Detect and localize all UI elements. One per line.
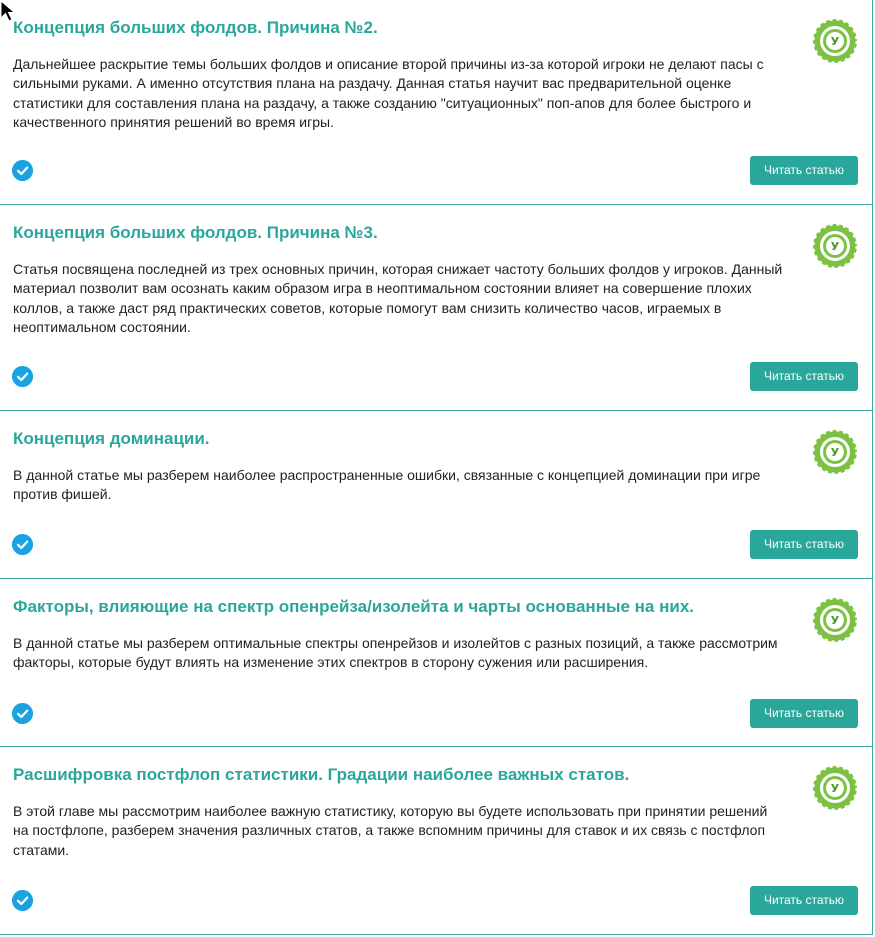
badge-letter: У [830,782,840,795]
article-card [0,579,873,747]
read-article-button[interactable]: Читать статью [750,699,858,728]
article-title[interactable]: Факторы, влияющие на спектр опенрейза/изолейта и чарты основанные на них. [13,597,694,616]
green-u-badge-icon [812,597,858,643]
mouse-cursor-icon [0,0,16,24]
check-circle-icon [12,703,33,724]
read-article-button[interactable]: Читать статью [750,156,858,185]
read-article-button[interactable]: Читать статью [750,362,858,391]
check-circle-icon [12,890,33,911]
badge-letter: У [830,446,840,459]
badge-letter: У [830,240,840,253]
article-description: Статья посвящена последней из трех основных причин, которая снижает частоту больших фолдов у игроков. Данный материал позволит вам осознать каким образом игра в неоптимальном состоянии влияет на совершение плохих коллов, а также даст ряд практических советов, которые помогут вам снизить количество часов, играемых в неоптимальном состоянии. [13,261,783,336]
article-card [0,747,873,935]
badge-letter: У [830,614,840,627]
badge-letter: У [830,35,840,48]
read-article-button[interactable]: Читать статью [750,886,858,915]
article-description: Дальнейшее раскрытие темы больших фолдов и описание второй причины из-за которой игроки не делают пасы с сильными руками. А именно отсутствия плана на раздачу. Данная статья научит вас предварительной оценке статистики для составления плана на раздачу, а также созданию "ситуационных" поп-апов для более быстрого и качественного принятия решений во время игры. [13,56,764,131]
article-description: В данной статье мы разберем оптимальные спектры опенрейзов и изолейтов с разных позиций, а также рассмотрим факторы, которые будут влиять на изменение этих спектров в сторону сужения или расширения. [13,635,778,671]
article-description: В данной статье мы разберем наиболее распространенные ошибки, связанные с концепцией доминации при игре против фишей. [13,467,761,503]
article-card [0,205,873,411]
green-u-badge-icon [812,223,858,269]
green-u-badge-icon [812,18,858,64]
green-u-badge-icon [812,765,858,811]
article-title[interactable]: Расшифровка постфлоп статистики. Градации наиболее важных статов. [13,765,630,784]
read-article-button[interactable]: Читать статью [750,530,858,559]
article-card [0,0,873,205]
article-title[interactable]: Концепция доминации. [13,429,210,448]
article-description: В этой главе мы рассмотрим наиболее важную статистику, которую вы будете использовать при принятии решений на постфлопе, разберем значения различных статов, а также вспомним причины для ставок и их связь с постфлоп статами. [13,803,768,858]
check-circle-icon [12,534,33,555]
check-circle-icon [12,366,33,387]
article-title[interactable]: Концепция больших фолдов. Причина №3. [13,223,378,242]
article-title[interactable]: Концепция больших фолдов. Причина №2. [13,18,378,37]
green-u-badge-icon [812,429,858,475]
check-circle-icon [12,160,33,181]
article-card [0,411,873,579]
